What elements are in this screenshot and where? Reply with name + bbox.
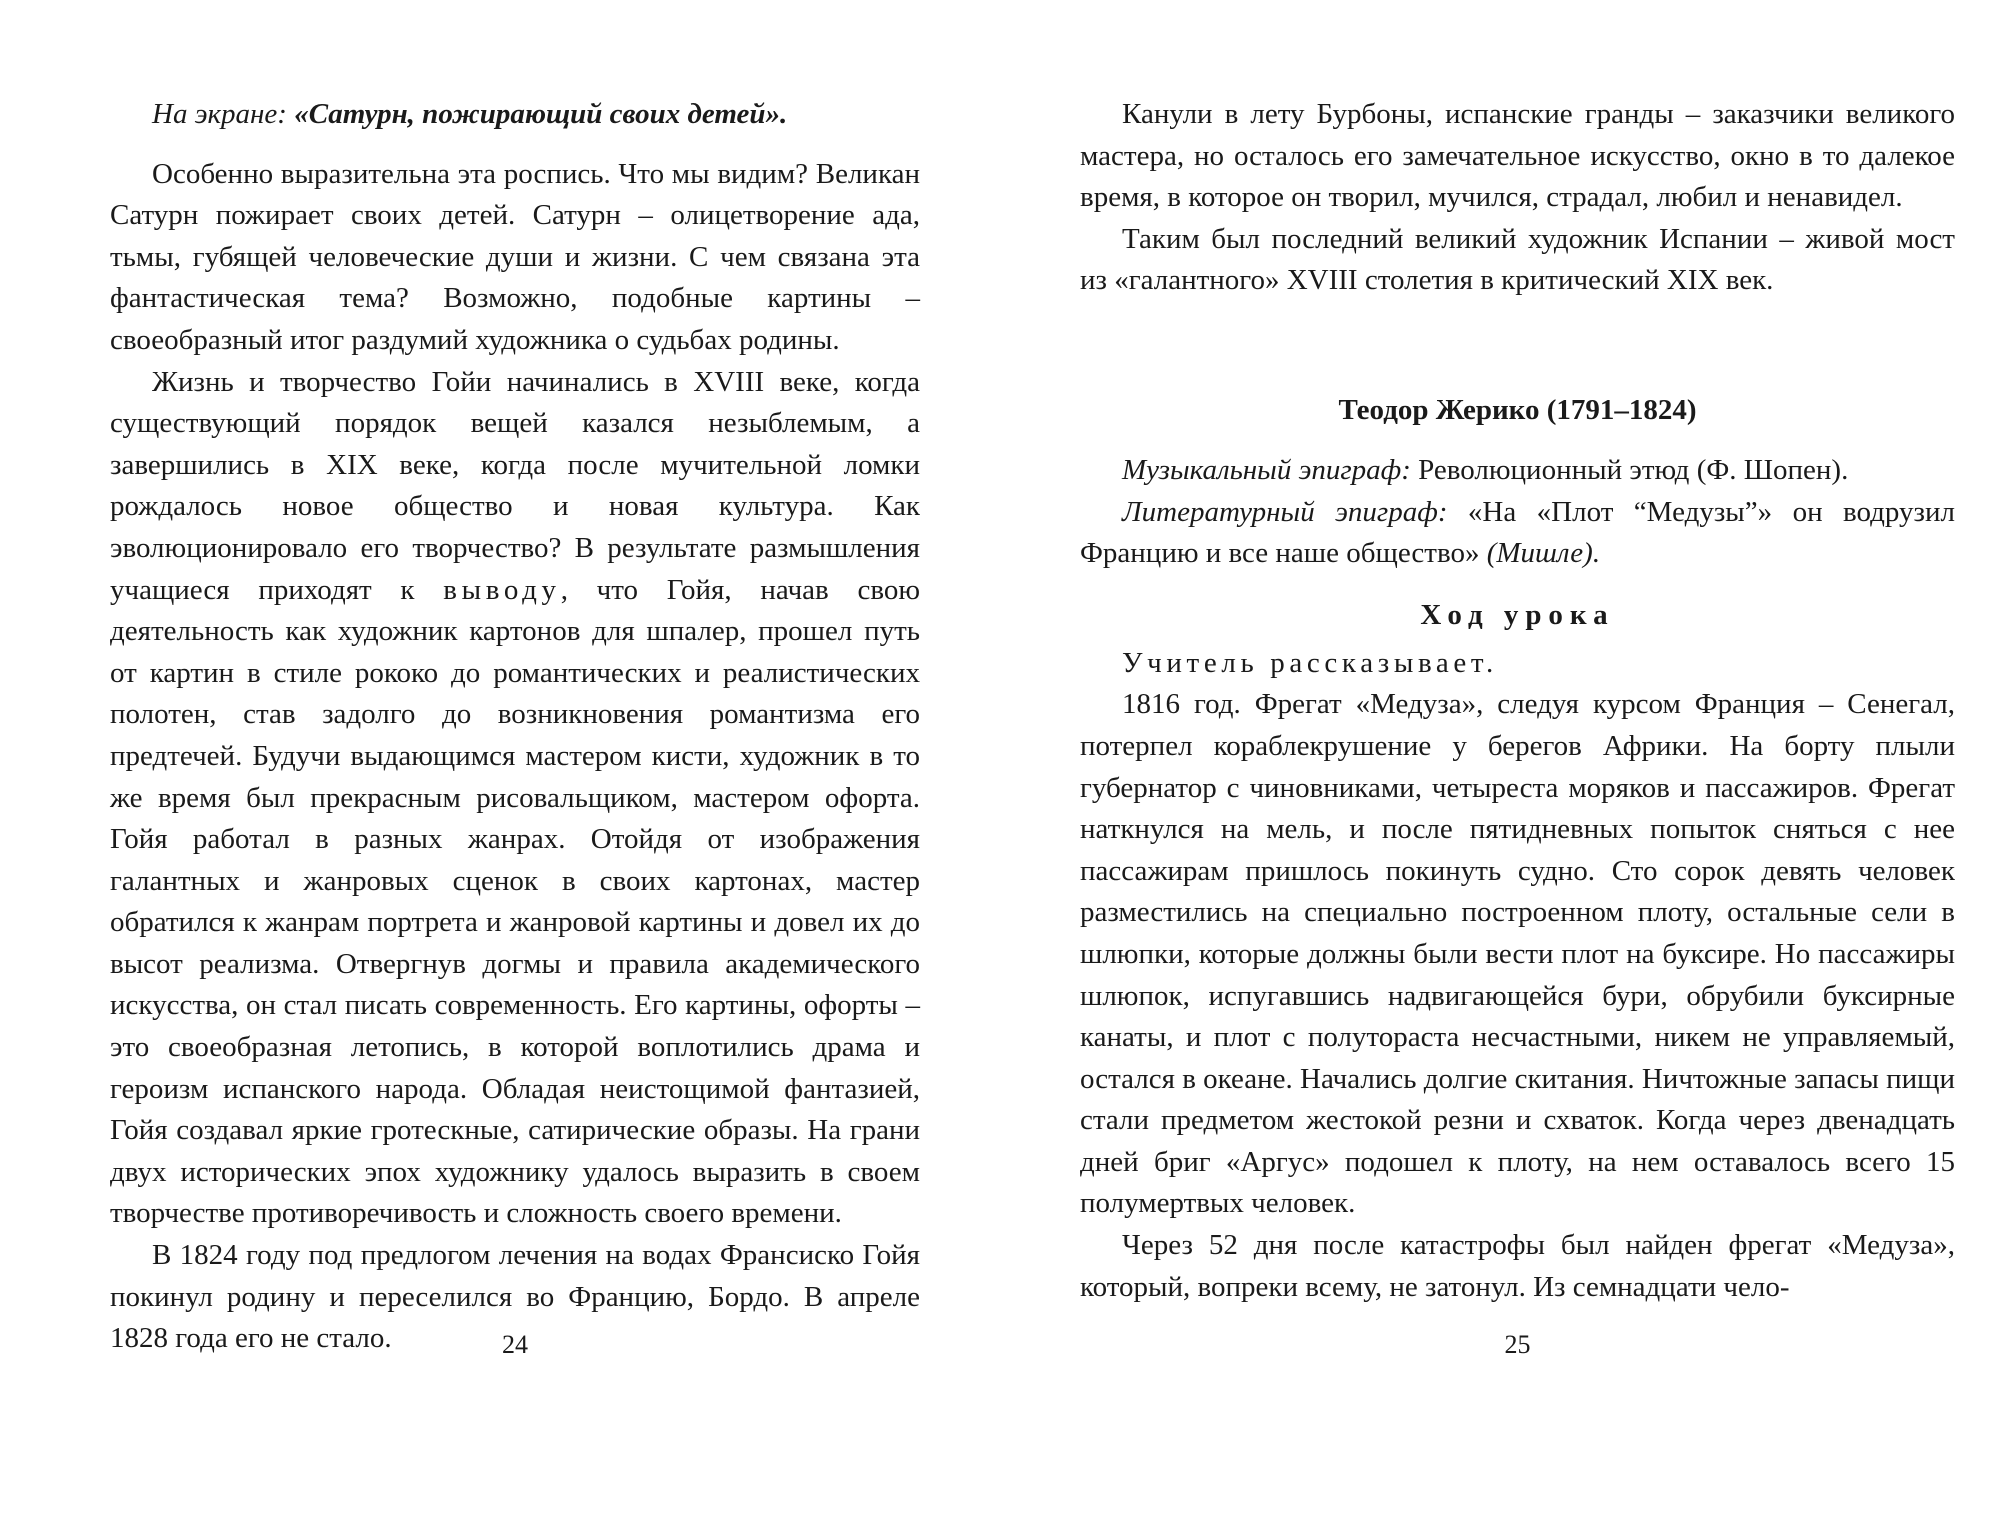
paragraph-goya-life <box>110 362 920 1235</box>
on-screen-caption <box>110 94 920 136</box>
lesson-heading: Ход урока <box>1420 598 1615 631</box>
paragraph-medusa-wreck: 1816 год. Фрегат «Медуза», следуя курсом Франция – Сенегал, потерпел кораблекрушение у берегов Африки. На борту плыли губернатор с чиновниками, четыреста моряков и пассажиров. Фрегат наткнулся на мель, и после пятидневных попыток сняться с нее пассажирам пришлось покинуть судно. Сто сорок девять человек разместились на специально построенном плоту, остальные сели в шлюпки, которые должны были вести плот на буксире. Но пассажиры шлюпок, испугавшись надвигающейся бури, обрубили буксирные канаты, и плот с полутораста несчастными, никем не управляемый, остался в океане. Начались долгие скитания. Ничтожные запасы пищи стали предметом жестокой резни и схваток. Когда через двенадцать дней бриг «Аргус» подошел к плоту, на нем оставалось всего 15 полумертвых человек. <box>1080 688 1955 1220</box>
paragraph-goya-life-start: Жизнь и творчество Гойи начинались в XVIII веке, когда существующий порядок вещей казался незыблемым, а завершились в XIX веке, когда после мучительной ломки рождалось новое общество и новая культура. Как эволюционировало его творчество? В результате размышления учащиеся приходят к <box>110 365 920 606</box>
painting-title: «Сатурн, пожирающий своих детей». <box>294 98 788 130</box>
paragraph-bourbons: Канули в лету Бурбоны, испанские гранды – заказчики великого мастера, но осталось его замечательное искусство, окно в то далекое время, в которое он творил, мучился, страдал, любил и ненавидел. <box>1080 98 1955 214</box>
section-title: Теодор Жерико (1791–1824) <box>1338 393 1697 426</box>
literary-epigraph-label: Литературный эпиграф: <box>1122 495 1448 528</box>
left-page-text <box>110 94 920 1360</box>
paragraph-goya-emigration: В 1824 году под предлогом лечения на водах Франсиско Гойя покинул родину и переселился во Францию, Бордо. В апреле 1828 года его не стало. <box>110 1239 920 1355</box>
right-page-text <box>1080 94 1955 1308</box>
literary-epigraph-author: (Мишле). <box>1486 537 1601 570</box>
page-number-left: 24 <box>502 1330 528 1359</box>
page-number-right: 25 <box>1504 1330 1531 1359</box>
music-epigraph <box>1080 450 1955 492</box>
paragraph-medusa-found: Через 52 дня после катастрофы был найден фрегат «Медуза», который, вопреки всему, не затонул. Из семнадцати чело- <box>1080 1229 1955 1303</box>
literary-epigraph <box>1080 492 1955 575</box>
music-epigraph-label: Музыкальный эпиграф: <box>1122 453 1411 486</box>
spaced-word: выводу <box>443 573 561 606</box>
right-page <box>1080 0 1955 1513</box>
paragraph-goya-life-rest: , что Гойя, начав свою деятельность как художник картонов для шпалер, прошел путь от картин в стиле рококо до романтических и реалистических полотен, став задолго до возникновения романтизма его предтечей. Будучи выдающимся мастером кисти, художник в то же время был прекрасным рисовальщиком, мастером офорта. Гойя работал в разных жанрах. Отойдя от изображения галантных и жанровых сценок в своих картонах, мастер обратился к жанрам портрета и жанровой картины и довел их до высот реализма. Отвергнув догмы и правила академического искусства, он стал писать современность. Его картины, офорты – это своеобразная летопись, в которой воплотились драма и героизм испанского народа. Обладая неистощимой фантазией, Гойя создавал яркие гротескные, сатирические образы. На грани двух исторических эпох художнику удалось выразить в своем творчестве противоречивость и сложность своего времени. <box>110 573 920 1230</box>
teacher-line: Учитель рассказывает. <box>1122 646 1498 679</box>
paragraph-last-artist: Таким был последний великий художник Испании – живой мост из «галантного» XVIII столетия в критический XIX век. <box>1080 222 1955 297</box>
left-page <box>110 0 920 1513</box>
paragraph-saturn: Особенно выразительна эта роспись. Что мы видим? Великан Сатурн пожирает своих детей. Сатурн – олицетворение ада, тьмы, губящей человеческие души и жизни. С чем связана эта фантастическая тема? Возможно, подобные картины – своеобразный итог раздумий художника о судьбах родины. <box>110 157 920 356</box>
on-screen-label: На экране: <box>152 98 287 130</box>
literary-epigraph-text: «На «Плот “Медузы”» он водрузил Францию и все наше общество» <box>1080 495 1955 570</box>
music-epigraph-text: Революционный этюд (Ф. Шопен). <box>1410 453 1849 486</box>
